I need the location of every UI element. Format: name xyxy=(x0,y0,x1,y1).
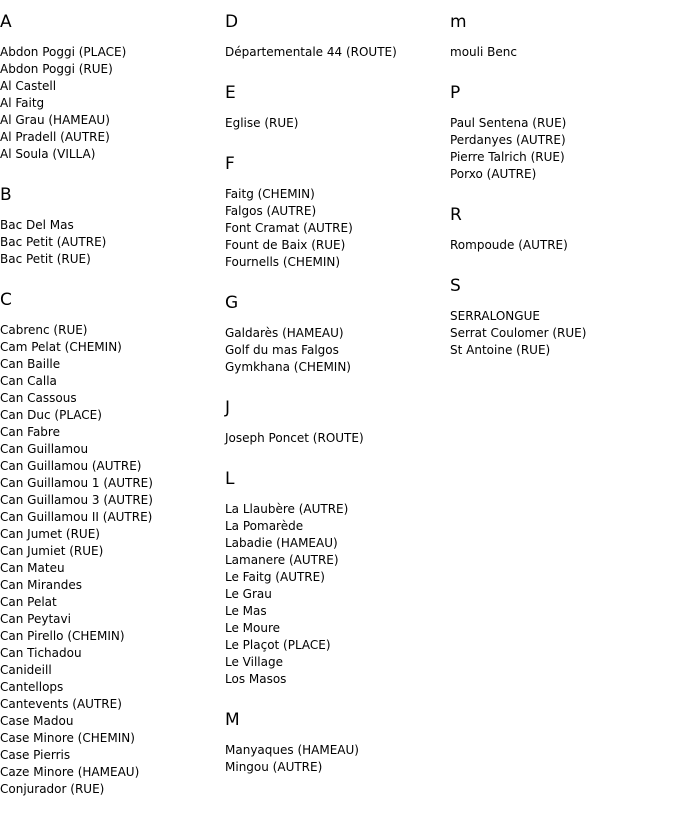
street-entry[interactable]: Lamanere (AUTRE) xyxy=(225,553,339,567)
street-entry[interactable]: Le Village xyxy=(225,655,283,669)
index-column-1 xyxy=(0,0,220,820)
street-entry[interactable]: Le Mas xyxy=(225,604,267,618)
letter-group xyxy=(450,205,670,254)
street-entry[interactable]: Can Guillamou II (AUTRE) xyxy=(0,510,153,524)
letter-group xyxy=(225,469,445,688)
index-column-3 xyxy=(450,0,670,381)
letter-group xyxy=(225,398,445,447)
street-list xyxy=(225,115,445,132)
street-entry[interactable]: SERRALONGUE xyxy=(450,309,540,323)
letter-heading: C xyxy=(0,290,12,310)
street-entry[interactable]: St Antoine (RUE) xyxy=(450,343,551,357)
street-entry[interactable]: Can Jumiet (RUE) xyxy=(0,544,104,558)
street-entry[interactable]: mouli Benc xyxy=(450,45,517,59)
street-list xyxy=(225,430,445,447)
street-list xyxy=(450,308,670,359)
street-entry[interactable]: Can Cassous xyxy=(0,391,77,405)
letter-heading: D xyxy=(225,12,239,32)
letter-heading: G xyxy=(225,293,239,313)
letter-heading: M xyxy=(225,710,240,730)
letter-group xyxy=(0,185,220,268)
street-entry[interactable]: Can Baille xyxy=(0,357,61,371)
street-entry[interactable]: Can Duc (PLACE) xyxy=(0,408,102,422)
street-entry[interactable]: Serrat Coulomer (RUE) xyxy=(450,326,587,340)
street-entry[interactable]: Font Cramat (AUTRE) xyxy=(225,221,353,235)
street-list xyxy=(450,237,670,254)
street-entry[interactable]: Al Grau (HAMEAU) xyxy=(0,113,110,127)
street-entry[interactable]: Can Guillamou xyxy=(0,442,89,456)
street-entry[interactable]: Abdon Poggi (PLACE) xyxy=(0,45,127,59)
street-entry[interactable]: Labadie (HAMEAU) xyxy=(225,536,338,550)
street-entry[interactable]: Départementale 44 (ROUTE) xyxy=(225,45,397,59)
street-list xyxy=(0,322,220,798)
street-entry[interactable]: Galdarès (HAMEAU) xyxy=(225,326,344,340)
street-entry[interactable]: Can Peytavi xyxy=(0,612,71,626)
street-entry[interactable]: Bac Petit (RUE) xyxy=(0,252,91,266)
street-entry[interactable]: Cam Pelat (CHEMIN) xyxy=(0,340,122,354)
letter-heading: S xyxy=(450,276,461,296)
street-entry[interactable]: Cantellops xyxy=(0,680,64,694)
letter-group xyxy=(225,12,445,61)
street-entry[interactable]: Case Minore (CHEMIN) xyxy=(0,731,135,745)
letter-heading: B xyxy=(0,185,12,205)
letter-heading: m xyxy=(450,12,467,32)
street-entry[interactable]: Eglise (RUE) xyxy=(225,116,299,130)
street-entry[interactable]: Perdanyes (AUTRE) xyxy=(450,133,566,147)
letter-group xyxy=(450,276,670,359)
street-entry[interactable]: Can Tichadou xyxy=(0,646,82,660)
street-list xyxy=(0,44,220,163)
letter-group xyxy=(225,710,445,776)
street-list xyxy=(225,186,445,271)
street-entry[interactable]: Paul Sentena (RUE) xyxy=(450,116,567,130)
street-entry[interactable]: Can Pelat xyxy=(0,595,57,609)
street-list xyxy=(450,115,670,183)
street-entry[interactable]: Los Masos xyxy=(225,672,287,686)
street-entry[interactable]: Case Pierris xyxy=(0,748,71,762)
street-entry[interactable]: Can Guillamou 3 (AUTRE) xyxy=(0,493,153,507)
street-entry[interactable]: Caze Minore (HAMEAU) xyxy=(0,765,140,779)
street-entry[interactable]: Rompoude (AUTRE) xyxy=(450,238,568,252)
letter-heading: L xyxy=(225,469,235,489)
street-entry[interactable]: Can Jumet (RUE) xyxy=(0,527,100,541)
street-entry[interactable]: La Pomarède xyxy=(225,519,304,533)
street-entry[interactable]: Bac Petit (AUTRE) xyxy=(0,235,107,249)
street-entry[interactable]: Cabrenc (RUE) xyxy=(0,323,88,337)
street-entry[interactable]: Conjurador (RUE) xyxy=(0,782,105,796)
letter-group xyxy=(0,290,220,798)
street-entry[interactable]: Bac Del Mas xyxy=(0,218,74,232)
letter-group xyxy=(450,83,670,183)
street-list xyxy=(225,742,445,776)
street-entry[interactable]: Al Pradell (AUTRE) xyxy=(0,130,110,144)
street-entry[interactable]: Canideill xyxy=(0,663,52,677)
street-entry[interactable]: Al Soula (VILLA) xyxy=(0,147,96,161)
street-list xyxy=(0,217,220,268)
index-column-2 xyxy=(225,0,445,798)
street-entry[interactable]: Le Plaçot (PLACE) xyxy=(225,638,331,652)
street-entry[interactable]: Abdon Poggi (RUE) xyxy=(0,62,113,76)
street-entry[interactable]: Can Fabre xyxy=(0,425,60,439)
letter-heading: R xyxy=(450,205,462,225)
street-entry[interactable]: Joseph Poncet (ROUTE) xyxy=(225,431,364,445)
street-entry[interactable]: Golf du mas Falgos xyxy=(225,343,339,357)
street-entry[interactable]: Manyaques (HAMEAU) xyxy=(225,743,359,757)
letter-group xyxy=(225,154,445,271)
letter-group xyxy=(225,83,445,132)
street-entry[interactable]: Can Pirello (CHEMIN) xyxy=(0,629,125,643)
street-entry[interactable]: Can Mateu xyxy=(0,561,65,575)
street-entry[interactable]: Fournells (CHEMIN) xyxy=(225,255,341,269)
street-list xyxy=(225,44,445,61)
street-entry[interactable]: Gymkhana (CHEMIN) xyxy=(225,360,351,374)
street-entry[interactable]: Le Moure xyxy=(225,621,281,635)
street-entry[interactable]: Al Castell xyxy=(0,79,57,93)
street-entry[interactable]: Pierre Talrich (RUE) xyxy=(450,150,565,164)
letter-heading: P xyxy=(450,83,461,103)
letter-group xyxy=(225,293,445,376)
street-entry[interactable]: Falgos (AUTRE) xyxy=(225,204,317,218)
street-entry[interactable]: La Llaubère (AUTRE) xyxy=(225,502,349,516)
street-entry[interactable]: Can Mirandes xyxy=(0,578,82,592)
street-entry[interactable]: Al Faitg xyxy=(0,96,45,110)
letter-heading: E xyxy=(225,83,236,103)
street-entry[interactable]: Can Guillamou (AUTRE) xyxy=(0,459,142,473)
street-entry[interactable]: Can Guillamou 1 (AUTRE) xyxy=(0,476,153,490)
letter-heading: J xyxy=(225,398,231,418)
street-entry[interactable]: Case Madou xyxy=(0,714,74,728)
letter-group xyxy=(0,12,220,163)
street-entry[interactable]: Can Calla xyxy=(0,374,57,388)
street-entry[interactable]: Fount de Baix (RUE) xyxy=(225,238,346,252)
street-list xyxy=(225,325,445,376)
street-entry[interactable]: Le Faitg (AUTRE) xyxy=(225,570,325,584)
street-entry[interactable]: Mingou (AUTRE) xyxy=(225,760,323,774)
street-entry[interactable]: Porxo (AUTRE) xyxy=(450,167,537,181)
street-list xyxy=(450,44,670,61)
street-entry[interactable]: Faitg (CHEMIN) xyxy=(225,187,315,201)
letter-group xyxy=(450,12,670,61)
street-list xyxy=(225,501,445,688)
letter-heading: A xyxy=(0,12,12,32)
letter-heading: F xyxy=(225,154,235,174)
street-entry[interactable]: Cantevents (AUTRE) xyxy=(0,697,122,711)
street-entry[interactable]: Le Grau xyxy=(225,587,272,601)
